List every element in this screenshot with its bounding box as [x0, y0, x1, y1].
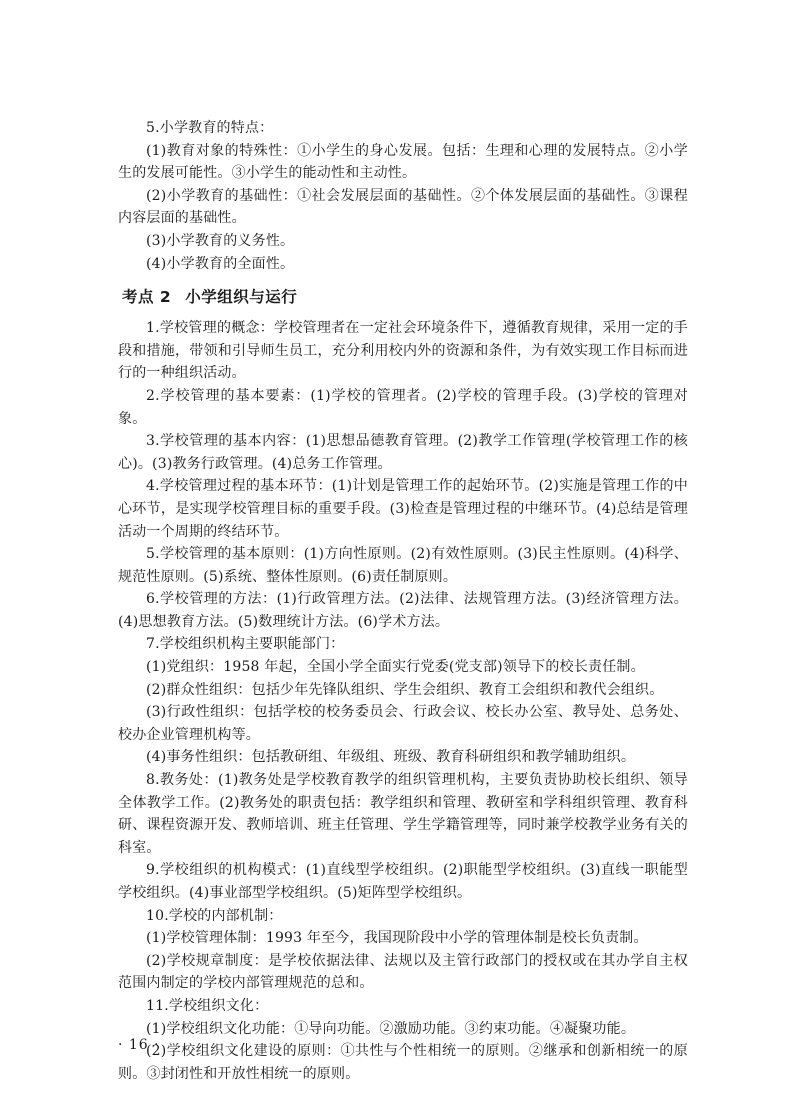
paragraph: (3)行政性组织：包括学校的校务委员会、行政会议、校长办公室、教导处、总务处、校办企业管理机构等。 [118, 704, 688, 743]
paragraph: 8.教务处：(1)教务处是学校教育教学的组织管理机构，主要负责协助校长组织、领导全体教学工作。(2)教务处的职责包括：教学组织和管理、教研室和学科组织管理、教育科研、课程资源开发、教师培训、班主任管理、学生学籍管理等，同时兼学校教学业务有关的科室。 [118, 772, 688, 856]
paragraph: (3)小学教育的义务性。 [146, 232, 295, 249]
paragraph: (2)小学教育的基础性：①社会发展层面的基础性。②个体发展层面的基础性。③课程内容层面的基础性。 [118, 187, 688, 227]
paragraph: (4)事务性组织：包括教研组、年级组、班级、教育科研组织和教学辅助组织。 [146, 749, 636, 766]
paragraph: (1)学校管理体制：1993 年至今，我国现阶段中小学的管理体制是校长负责制。 [146, 930, 648, 947]
paragraph: 7.学校组织机构主要职能部门： [146, 636, 345, 653]
block-primary-education-features [118, 117, 688, 275]
paragraph: 6.学校管理的方法：(1)行政管理方法。(2)法律、法规管理方法。(3)经济管理方法。(4)思想教育方法。(5)数理统计方法。(6)学术方法。 [118, 591, 688, 630]
paragraph: (2)群众性组织：包括少年先锋队组织、学生会组织、教育工会组织和教代会组织。 [146, 681, 664, 698]
block-school-organization [118, 317, 688, 1085]
paragraph: (2)学校规章制度：是学校依据法律、法规以及主管行政部门的授权或在其办学自主权范围内制定的学校内部管理规范的总和。 [118, 952, 688, 992]
section-heading [118, 285, 688, 307]
paragraph: 10.学校的内部机制： [146, 907, 283, 924]
paragraph: 9.学校组织的机构模式：(1)直线型学校组织。(2)职能型学校组织。(3)直线一职能型学校组织。(4)事业部型学校组织。(5)矩阵型学校组织。 [118, 862, 688, 901]
paragraph: 11.学校组织文化： [146, 997, 269, 1014]
paragraph: 5.小学教育的特点： [146, 120, 274, 136]
paragraph: (4)小学教育的全面性。 [146, 255, 295, 272]
paragraph: 1.学校管理的概念：学校管理者在一定社会环境条件下，遵循教育规律，采用一定的手段和措施，带领和引导师生员工，充分利用校内外的资源和条件，为有效实现工作目标而进行的一种组织活动。 [118, 320, 688, 382]
paragraph: 2.学校管理的基本要素：(1)学校的管理者。(2)学校的管理手段。(3)学校的管理对象。 [118, 387, 688, 427]
paragraph: (1)党组织：1958 年起，全国小学全面实行党委(党支部)领导下的校长责任制。 [146, 659, 645, 676]
section-number: 考点 2 [122, 288, 172, 307]
paragraph: (2)学校组织文化建设的原则：①共性与个性相统一的原则。②继承和创新相统一的原则。③封闭性和开放性相统一的原则。 [118, 1043, 688, 1082]
section-title: 小学组织与运行 [185, 288, 298, 307]
paragraph: 4.学校管理过程的基本环节：(1)计划是管理工作的起始环节。(2)实施是管理工作的中心环节，是实现学校管理目标的重要手段。(3)检查是管理过程的中继环节。(4)总结是管理活动一个周期的终结环节。 [118, 478, 688, 540]
paragraph: 3.学校管理的基本内容：(1)思想品德教育管理。(2)教学工作管理(学校管理工作的核心)。(3)教务行政管理。(4)总务工作管理。 [118, 433, 688, 472]
paragraph: (1)学校组织文化功能：①导向功能。②激励功能。③约束功能。④凝聚功能。 [146, 1020, 636, 1037]
page-number: · 16 · [118, 1037, 160, 1053]
document-page [118, 117, 688, 1085]
paragraph: 5.学校管理的基本原则：(1)方向性原则。(2)有效性原则。(3)民主性原则。(4)科学、规范性原则。(5)系统、整体性原则。(6)责任制原则。 [118, 546, 688, 585]
paragraph: (1)教育对象的特殊性：①小学生的身心发展。包括：生理和心理的发展特点。②小学生的发展可能性。③小学生的能动性和主动性。 [118, 142, 688, 182]
